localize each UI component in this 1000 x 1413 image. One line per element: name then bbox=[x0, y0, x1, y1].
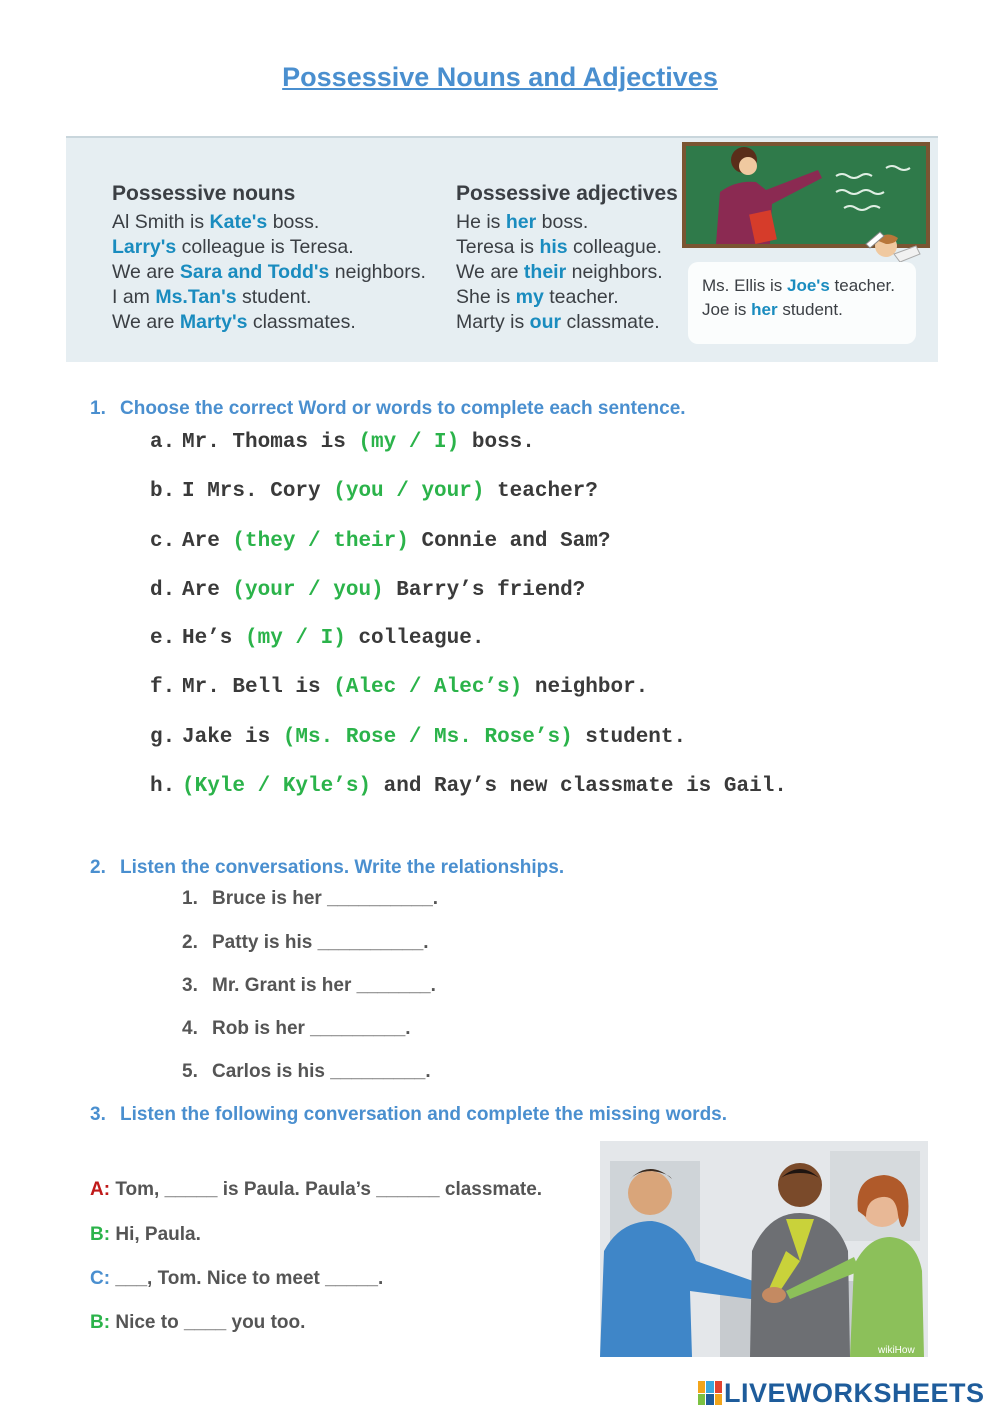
possessive-nouns-heading: Possessive nouns bbox=[112, 182, 296, 205]
relationship-item[interactable]: 1. Bruce is her __________. bbox=[182, 888, 439, 909]
dialogue-line[interactable]: A: Tom, _____ is Paula. Paula’s ______ classmate. bbox=[90, 1179, 543, 1200]
dialogue-line[interactable]: C: ___, Tom. Nice to meet _____. bbox=[90, 1268, 384, 1289]
answer-options[interactable]: (my / I) bbox=[358, 431, 460, 454]
relationship-item[interactable]: 3. Mr. Grant is her _______. bbox=[182, 975, 436, 996]
student-raising-hand-icon bbox=[846, 224, 926, 264]
section-1-heading: 1. Choose the correct Word or words to complete each sentence. bbox=[90, 398, 686, 419]
adjective-example: Marty is our classmate. bbox=[456, 311, 660, 333]
dialogue-line[interactable]: B: Hi, Paula. bbox=[90, 1224, 201, 1245]
liveworksheets-mark-icon bbox=[698, 1381, 722, 1405]
liveworksheets-wordmark: LIVEWORKSHEETS bbox=[724, 1377, 985, 1408]
answer-options[interactable]: (they / their) bbox=[232, 530, 409, 553]
speaker-label: A: bbox=[90, 1179, 111, 1200]
page-title: Possessive Nouns and Adjectives bbox=[282, 62, 718, 92]
question-item: c. Are (they / their) Connie and Sam? bbox=[150, 530, 611, 553]
dialogue-line[interactable]: B: Nice to ____ you too. bbox=[90, 1312, 306, 1333]
people-shaking-hands-icon bbox=[600, 1141, 928, 1357]
question-item: d. Are (your / you) Barry’s friend? bbox=[150, 579, 586, 602]
question-item: e. He’s (my / I) colleague. bbox=[150, 627, 485, 650]
question-item: f. Mr. Bell is (Alec / Alec’s) neighbor. bbox=[150, 676, 649, 699]
speaker-label: B: bbox=[90, 1224, 111, 1245]
photo-watermark: wikiHow bbox=[878, 1345, 915, 1356]
question-item: a. Mr. Thomas is (my / I) boss. bbox=[150, 431, 535, 454]
answer-options[interactable]: (Kyle / Kyle’s) bbox=[182, 775, 372, 798]
noun-example: Larry's colleague is Teresa. bbox=[112, 236, 354, 258]
noun-example: We are Marty's classmates. bbox=[112, 311, 356, 333]
relationship-item[interactable]: 5. Carlos is his _________. bbox=[182, 1061, 431, 1082]
relationship-item[interactable]: 2. Patty is his __________. bbox=[182, 932, 429, 953]
answer-options[interactable]: (Ms. Rose / Ms. Rose’s) bbox=[282, 726, 573, 749]
illustration-caption bbox=[688, 262, 916, 344]
speaker-label: C: bbox=[90, 1268, 111, 1289]
question-item: b. I Mrs. Cory (you / your) teacher? bbox=[150, 480, 598, 503]
section-2-heading: 2. Listen the conversations. Write the relationships. bbox=[90, 857, 565, 878]
answer-options[interactable]: (my / I) bbox=[245, 627, 346, 650]
adjective-example: He is her boss. bbox=[456, 211, 589, 233]
speaker-label: B: bbox=[90, 1312, 111, 1333]
caption-line: Joe is her student. bbox=[702, 300, 843, 319]
caption-line: Ms. Ellis is Joe's teacher. bbox=[702, 276, 896, 295]
section-3-heading: 3. Listen the following conversation and complete the missing words. bbox=[90, 1104, 728, 1125]
noun-example: I am Ms.Tan's student. bbox=[112, 286, 312, 308]
relationship-item[interactable]: 4. Rob is her _________. bbox=[182, 1018, 411, 1039]
answer-options[interactable]: (your / you) bbox=[232, 579, 384, 602]
grammar-reference-box bbox=[66, 136, 938, 362]
introduction-photo bbox=[600, 1141, 928, 1357]
adjective-example: She is my teacher. bbox=[456, 286, 619, 308]
answer-options[interactable]: (you / your) bbox=[333, 480, 485, 503]
teacher-illustration bbox=[676, 138, 938, 362]
possessive-adjectives-heading: Possessive adjectives bbox=[456, 182, 678, 205]
question-item: h. (Kyle / Kyle’s) and Ray’s new classmate is Gail. bbox=[150, 775, 787, 798]
liveworksheets-logo bbox=[698, 1378, 985, 1408]
possessive-adjectives-column bbox=[456, 182, 678, 335]
adjective-example: Teresa is his colleague. bbox=[456, 236, 662, 258]
noun-example: We are Sara and Todd's neighbors. bbox=[112, 261, 426, 283]
possessive-nouns-column bbox=[112, 182, 426, 335]
answer-options[interactable]: (Alec / Alec’s) bbox=[333, 676, 523, 699]
adjective-example: We are their neighbors. bbox=[456, 261, 663, 283]
noun-example: Al Smith is Kate's boss. bbox=[112, 211, 320, 233]
question-item: g. Jake is (Ms. Rose / Ms. Rose’s) student. bbox=[150, 726, 687, 749]
